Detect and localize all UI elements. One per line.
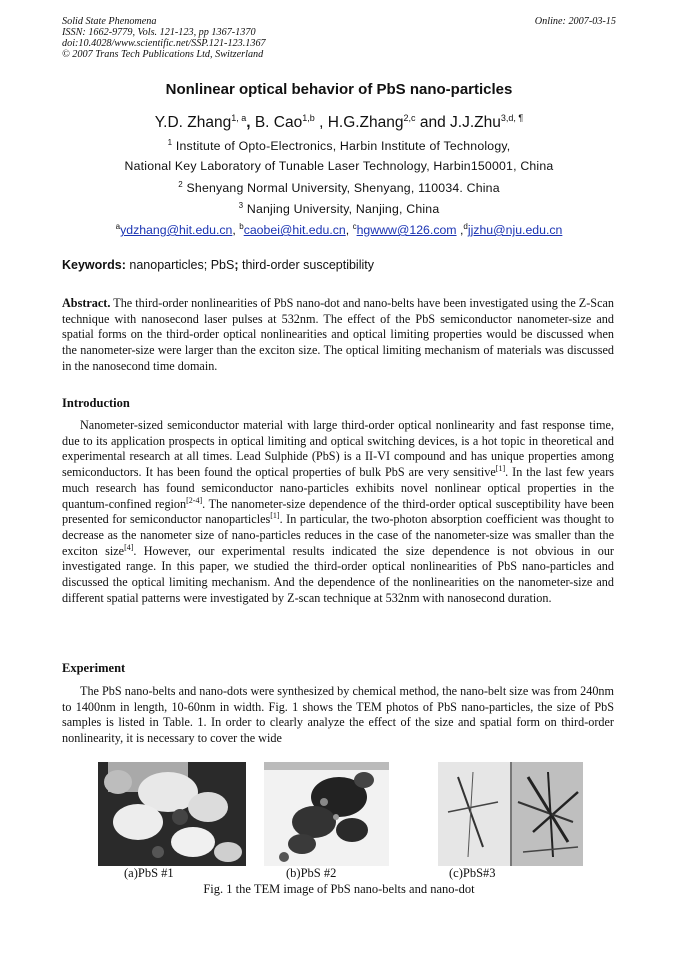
introduction-heading: Introduction [62, 396, 130, 410]
tem-image-b [264, 762, 389, 866]
citation: [4] [124, 542, 134, 552]
journal-header [62, 16, 616, 60]
figure-caption: Fig. 1 the TEM image of PbS nano-belts and nano-dot [203, 882, 475, 896]
tem-image-c [438, 762, 583, 866]
doi-line: doi:10.4028/www.scientific.net/SSP.121-123.1367 [62, 38, 266, 49]
online-date: Online: 2007-03-15 [534, 16, 616, 27]
introduction-body: Nanometer-sized semiconductor material with large third-order optical nonlinearity and fast response time, due to its application prospects in optical limiting and optical switching devices, is a hot topic in theoretical and experimental research at all times. Lead Sulphide (PbS) is a II-VI compound and has unique properties among semiconductors. It has been found the optical properties of bulk PbS are very sensitive[1]. In the last few years much research has found semiconductor nano-particles exhibits novel nonlinear optical properties in the quantum-confined region[2-4]. The nanometer-size dependence of the third-order optical susceptibility have been presented for semiconductor nanoparticles[1]. In particular, the two-photon absorption coefficient was thought to decrease as the nanometer size of nano-particles reduces in the case of the nanometer-size was smaller than the exciton size[4]. However, our experimental results indicated the size dependence is not obvious in our investigated range. In this paper, we studied the third-order optical nonlinearities of PbS nano-particles and discussed the optical limiting mechanism. And the dependence of the nonlinearities on the nanometer-size and different spatial patterns were investigated by Z-scan technique at 532nm with nanosecond duration. [62, 418, 614, 605]
affiliation-1-line2: National Key Laboratory of Tunable Laser Technology, Harbin150001, China [124, 159, 554, 173]
email-link[interactable]: caobei@hit.edu.cn [243, 223, 346, 238]
tem-image-a [98, 762, 246, 866]
author-sup: 3,d, ¶ [500, 113, 524, 123]
figure-caption-c: (c)PbS#3 [449, 866, 496, 880]
author-name: H.G.Zhang [327, 114, 404, 132]
email-link[interactable]: ydzhang@hit.edu.cn [120, 223, 233, 238]
affiliation-3: $^3$ Nanjing University, Nanjing, China [238, 201, 440, 217]
email-link[interactable]: jjzhu@nju.edu.cn [467, 223, 563, 238]
email-line: $^a$ydzhang@hit.edu.cn, $^b$caobei@hit.edu.cn, $^c$hgwww@126.com ,$^d$jjzhu@nju.edu.cn [115, 222, 563, 238]
author-separator: , [319, 114, 324, 132]
author-sup: 1,b [302, 113, 315, 123]
author-name: J.J.Zhu [450, 114, 501, 132]
author-separator: and [419, 114, 446, 132]
abstract-label: Abstract. [62, 296, 111, 310]
experiment-body: The PbS nano-belts and nano-dots were synthesized by chemical method, the nano-belt size was from 240nm to 1400nm in length, 10-60nm in width. Fig. 1 shows the TEM photos of PbS nano-particles, the size of PbS samples is listed in Table. 1. In order to clearly analyze the effect of the size and spatial form on third-order nonlinearity, it is necessary to cover the wide [62, 684, 614, 746]
figure-caption-a: (a)PbS #1 [124, 866, 174, 880]
citation: [1] [495, 464, 506, 474]
journal-name: Solid State Phenomena [62, 16, 157, 27]
email-link[interactable]: hgwww@126.com [356, 223, 457, 238]
author-sup: 1, a [231, 113, 247, 123]
citation: [1] [270, 511, 280, 521]
copyright-line: © 2007 Trans Tech Publications Ltd, Switzerland [62, 49, 264, 60]
issn-line: ISSN: 1662-9779, Vols. 121-123, pp 1367-1370 [62, 27, 256, 38]
author-line [0, 113, 678, 132]
paper-title: Nonlinear optical behavior of PbS nano-particles [165, 81, 513, 98]
author-separator: , [246, 114, 251, 132]
figure-caption-b: (b)PbS #2 [286, 866, 337, 880]
keywords-label: Keywords: [62, 258, 126, 272]
author-name: Y.D. Zhang [154, 114, 232, 132]
citation: [2-4] [186, 495, 203, 505]
author-name: B. Cao [254, 114, 303, 132]
author-sup: 2,c [403, 113, 416, 123]
affiliation-1: $^1$ Institute of Opto-Electronics, Harbin Institute of Technology, [167, 138, 511, 154]
affiliation-2: $^2$ Shenyang Normal University, Shenyang, 110034. China [178, 180, 500, 196]
experiment-heading: Experiment [62, 661, 126, 675]
keywords: Keywords: nanoparticles; PbS; third-order susceptibility [62, 258, 374, 272]
abstract: Abstract. The third-order nonlinearities of PbS nano-dot and nano-belts have been investigated using the Z-Scan technique with nanosecond laser pulses at 532nm. The effect of the PbS semiconductor nanometer-size and spatial forms on the third-order optical nonlinearities and optical limiting properties would be discussed when the nanometer-size were larger than the exciton size. The optical limiting mechanism of materials was discussed in the nanosecond time domain. [62, 296, 614, 373]
